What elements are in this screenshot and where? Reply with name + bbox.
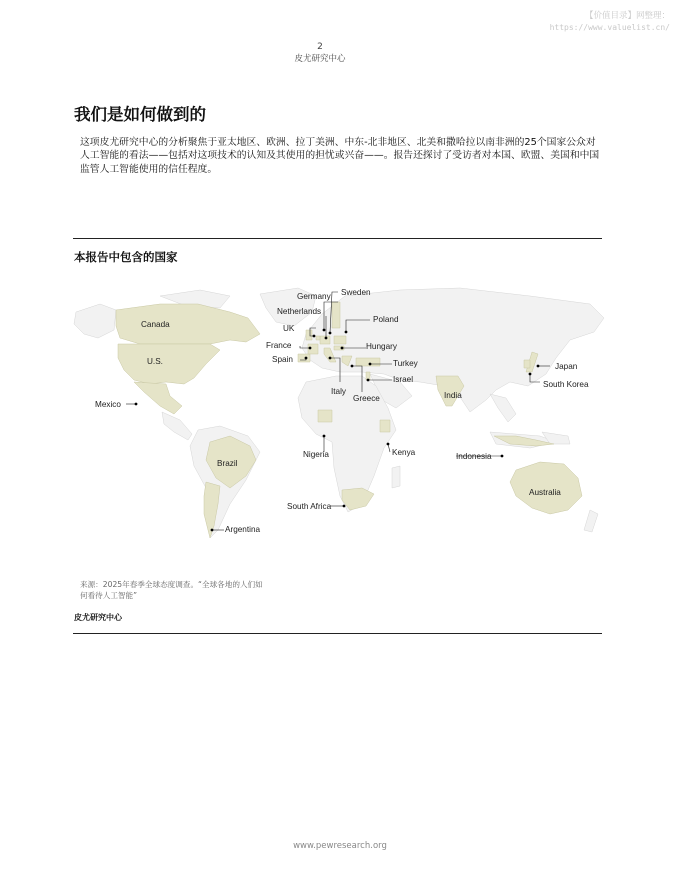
country-turkey — [356, 358, 380, 366]
land-central-america — [162, 412, 192, 440]
page-number: 2 — [317, 42, 323, 52]
page-header — [0, 42, 640, 65]
label-sweden: Sweden — [341, 288, 371, 297]
intro-paragraph: 这项皮尤研究中心的分析聚焦于亚太地区、欧洲、拉丁美洲、中东-北非地区、北美和撒哈拉以南非洲的25个国家公众对人工智能的看法——包括对这项技术的认知及其使用的担忧或兴奋——。报告还探讨了受访者对本国、欧盟、美国和中国监管人工智能使用的信任程度。 — [80, 137, 600, 175]
label-germany: Germany — [297, 292, 331, 301]
land-madagascar — [392, 466, 400, 488]
label-italy: Italy — [331, 387, 347, 396]
country-canada — [116, 304, 260, 344]
label-japan: Japan — [555, 362, 578, 371]
watermark-title: 【价值目录】网整理： — [584, 11, 670, 21]
land-new-zealand — [584, 510, 598, 532]
country-spain — [298, 354, 310, 362]
section-bottom-rule — [73, 633, 602, 634]
label-brazil: Brazil — [217, 459, 238, 468]
country-mexico — [134, 382, 182, 414]
country-us — [118, 344, 220, 384]
page-title: 我们是如何做到的 — [74, 105, 206, 124]
label-south-korea: South Korea — [543, 380, 589, 389]
label-greece: Greece — [353, 394, 380, 403]
section-top-rule — [73, 238, 602, 239]
label-france: France — [266, 341, 292, 350]
credit-label: 皮尤研究中心 — [74, 613, 122, 622]
label-israel: Israel — [393, 375, 414, 384]
label-netherlands: Netherlands — [277, 307, 322, 316]
label-nigeria: Nigeria — [303, 450, 329, 459]
watermark-url: https://www.valuelist.cn/ — [549, 23, 670, 32]
label-canada: Canada — [141, 320, 170, 329]
label-india: India — [444, 391, 462, 400]
label-uk: UK — [283, 324, 295, 333]
label-kenya: Kenya — [392, 448, 416, 457]
country-sweden — [332, 302, 340, 328]
header-org: 皮尤研究中心 — [294, 54, 346, 64]
land-alaska — [74, 304, 116, 338]
footer-url: www.pewresearch.org — [293, 841, 387, 851]
label-spain: Spain — [272, 355, 293, 364]
source-note: 来源：2025年春季全球态度调查。“全球各地的人们如何看待人工智能” — [80, 580, 263, 600]
label-mexico: Mexico — [95, 400, 121, 409]
label-hungary: Hungary — [366, 342, 397, 351]
country-nigeria — [318, 410, 332, 422]
label-us: U.S. — [147, 357, 163, 366]
watermark — [510, 10, 670, 34]
label-argentina: Argentina — [225, 525, 261, 534]
country-south-korea — [524, 360, 530, 368]
label-turkey: Turkey — [393, 359, 418, 368]
label-south-africa: South Africa — [287, 502, 332, 511]
label-indonesia: Indonesia — [456, 452, 492, 461]
label-poland: Poland — [373, 315, 399, 324]
country-netherlands — [316, 336, 320, 340]
land-southeast-asia — [490, 394, 516, 422]
world-map — [70, 282, 605, 562]
country-uk — [306, 330, 312, 340]
country-kenya — [380, 420, 390, 432]
label-australia: Australia — [529, 488, 561, 497]
country-poland — [334, 336, 346, 344]
section-title: 本报告中包含的国家 — [74, 250, 178, 264]
